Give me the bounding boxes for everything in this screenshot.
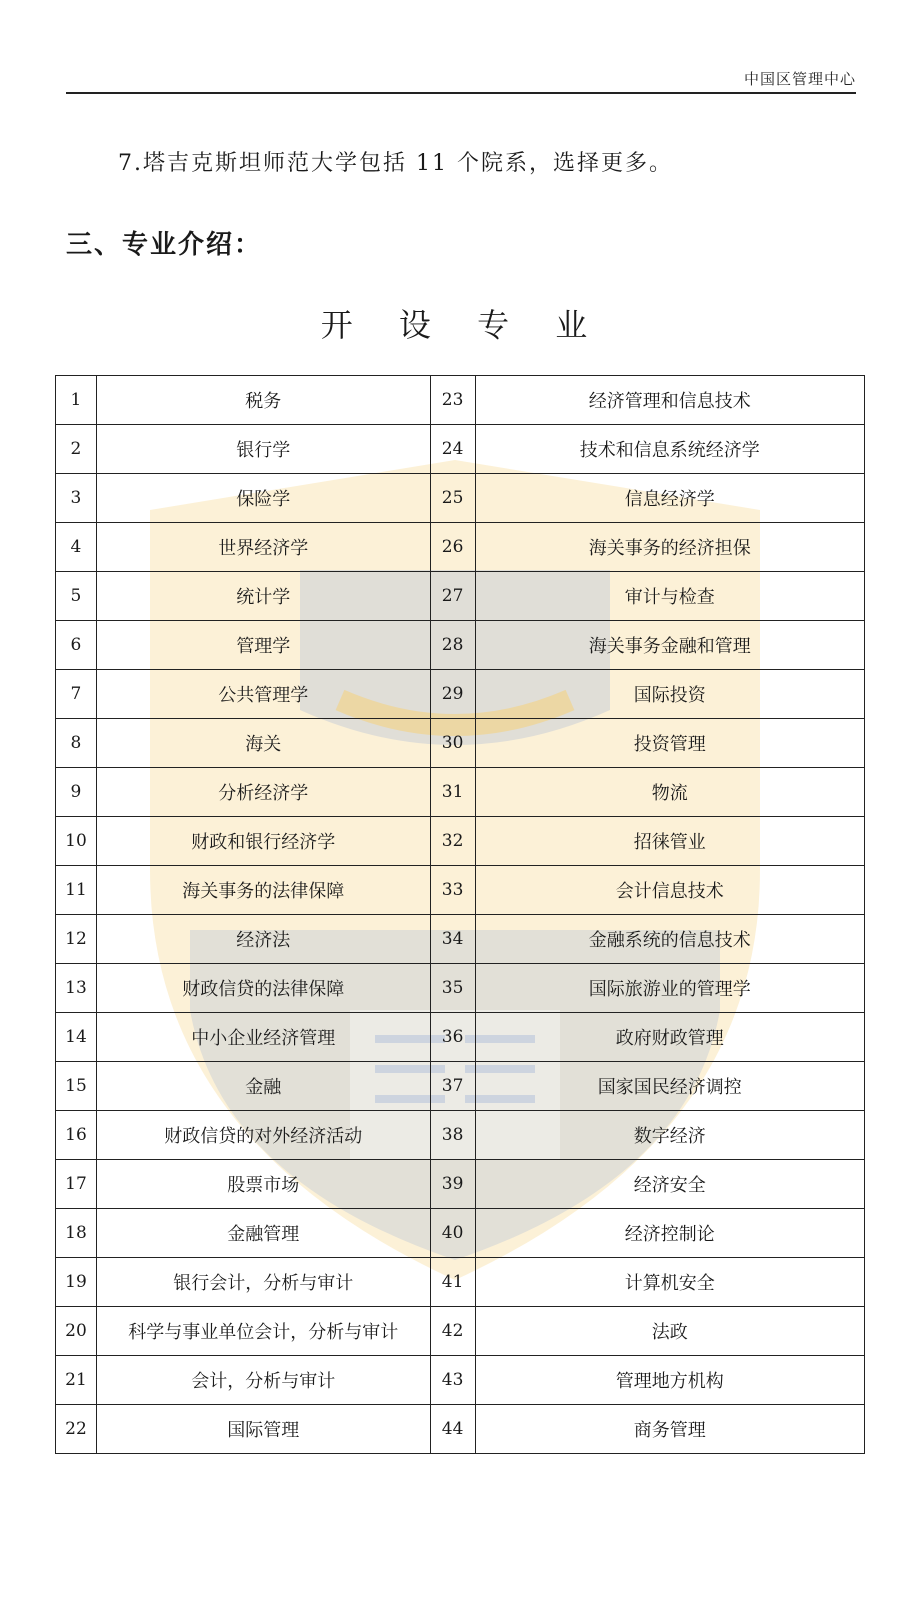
major-number-left: 21 xyxy=(56,1356,97,1405)
major-name-right: 经济控制论 xyxy=(475,1209,864,1258)
table-row xyxy=(56,915,865,964)
table-row xyxy=(56,1356,865,1405)
major-name-right: 政府财政管理 xyxy=(475,1013,864,1062)
major-number-left: 22 xyxy=(56,1405,97,1454)
table-row xyxy=(56,1111,865,1160)
table-row xyxy=(56,1013,865,1062)
major-name-right: 技术和信息系统经济学 xyxy=(475,425,864,474)
table-row xyxy=(56,425,865,474)
major-name-right: 信息经济学 xyxy=(475,474,864,523)
major-name-right: 商务管理 xyxy=(475,1405,864,1454)
table-row xyxy=(56,1405,865,1454)
major-name-left: 股票市场 xyxy=(96,1160,430,1209)
major-name-left: 会计，分析与审计 xyxy=(96,1356,430,1405)
table-row xyxy=(56,1307,865,1356)
major-number-left: 8 xyxy=(56,719,97,768)
major-name-left: 经济法 xyxy=(96,915,430,964)
major-name-right: 物流 xyxy=(475,768,864,817)
major-number-right: 31 xyxy=(430,768,475,817)
major-name-right: 招徕管业 xyxy=(475,817,864,866)
table-row xyxy=(56,964,865,1013)
major-number-right: 43 xyxy=(430,1356,475,1405)
major-number-right: 40 xyxy=(430,1209,475,1258)
major-name-right: 经济管理和信息技术 xyxy=(475,376,864,425)
major-number-left: 12 xyxy=(56,915,97,964)
major-number-right: 34 xyxy=(430,915,475,964)
section-heading: 三、专业介绍： xyxy=(66,230,263,260)
major-number-right: 26 xyxy=(430,523,475,572)
major-name-right: 国际旅游业的管理学 xyxy=(475,964,864,1013)
table-row xyxy=(56,376,865,425)
major-name-right: 审计与检查 xyxy=(475,572,864,621)
majors-table xyxy=(55,375,865,1454)
major-number-left: 11 xyxy=(56,866,97,915)
major-number-left: 1 xyxy=(56,376,97,425)
major-name-left: 税务 xyxy=(96,376,430,425)
major-number-right: 28 xyxy=(430,621,475,670)
table-row xyxy=(56,621,865,670)
major-name-left: 世界经济学 xyxy=(96,523,430,572)
major-name-left: 银行学 xyxy=(96,425,430,474)
table-row xyxy=(56,523,865,572)
major-number-left: 5 xyxy=(56,572,97,621)
major-number-left: 10 xyxy=(56,817,97,866)
major-number-left: 6 xyxy=(56,621,97,670)
major-name-right: 管理地方机构 xyxy=(475,1356,864,1405)
major-name-right: 海关事务的经济担保 xyxy=(475,523,864,572)
table-row xyxy=(56,670,865,719)
major-number-left: 7 xyxy=(56,670,97,719)
header-org-label: 中国区管理中心 xyxy=(743,70,856,88)
major-number-left: 3 xyxy=(56,474,97,523)
major-number-right: 36 xyxy=(430,1013,475,1062)
major-number-left: 19 xyxy=(56,1258,97,1307)
major-name-right: 海关事务金融和管理 xyxy=(475,621,864,670)
major-number-right: 24 xyxy=(430,425,475,474)
major-number-left: 20 xyxy=(56,1307,97,1356)
major-name-left: 分析经济学 xyxy=(96,768,430,817)
major-name-right: 国家国民经济调控 xyxy=(475,1062,864,1111)
major-name-left: 银行会计，分析与审计 xyxy=(96,1258,430,1307)
table-row xyxy=(56,768,865,817)
major-name-right: 国际投资 xyxy=(475,670,864,719)
table-row xyxy=(56,572,865,621)
table-row xyxy=(56,1209,865,1258)
major-number-right: 44 xyxy=(430,1405,475,1454)
major-number-right: 29 xyxy=(430,670,475,719)
major-name-right: 计算机安全 xyxy=(475,1258,864,1307)
major-number-right: 33 xyxy=(430,866,475,915)
table-row xyxy=(56,719,865,768)
major-number-right: 25 xyxy=(430,474,475,523)
major-number-left: 14 xyxy=(56,1013,97,1062)
major-name-left: 金融管理 xyxy=(96,1209,430,1258)
major-number-right: 32 xyxy=(430,817,475,866)
major-name-left: 中小企业经济管理 xyxy=(96,1013,430,1062)
majors-table-body xyxy=(56,376,865,1454)
major-number-right: 23 xyxy=(430,376,475,425)
major-number-left: 13 xyxy=(56,964,97,1013)
table-row xyxy=(56,866,865,915)
table-row xyxy=(56,1160,865,1209)
major-name-right: 会计信息技术 xyxy=(475,866,864,915)
major-number-right: 30 xyxy=(430,719,475,768)
major-number-right: 41 xyxy=(430,1258,475,1307)
major-number-left: 2 xyxy=(56,425,97,474)
major-number-left: 18 xyxy=(56,1209,97,1258)
table-title: 开 设 专 业 xyxy=(320,306,606,344)
major-number-left: 15 xyxy=(56,1062,97,1111)
major-name-left: 财政和银行经济学 xyxy=(96,817,430,866)
major-name-left: 海关事务的法律保障 xyxy=(96,866,430,915)
major-number-left: 16 xyxy=(56,1111,97,1160)
major-name-left: 统计学 xyxy=(96,572,430,621)
major-name-right: 投资管理 xyxy=(475,719,864,768)
major-name-left: 金融 xyxy=(96,1062,430,1111)
major-name-right: 经济安全 xyxy=(475,1160,864,1209)
table-row xyxy=(56,817,865,866)
major-number-right: 35 xyxy=(430,964,475,1013)
major-number-right: 42 xyxy=(430,1307,475,1356)
major-name-left: 国际管理 xyxy=(96,1405,430,1454)
major-name-right: 法政 xyxy=(475,1307,864,1356)
major-number-right: 38 xyxy=(430,1111,475,1160)
major-name-left: 公共管理学 xyxy=(96,670,430,719)
intro-paragraph: 7.塔吉克斯坦师范大学包括 11 个院系，选择更多。 xyxy=(118,151,673,176)
major-number-left: 17 xyxy=(56,1160,97,1209)
table-row xyxy=(56,1062,865,1111)
major-number-left: 9 xyxy=(56,768,97,817)
major-name-left: 管理学 xyxy=(96,621,430,670)
major-name-left: 科学与事业单位会计，分析与审计 xyxy=(96,1307,430,1356)
major-name-left: 财政信贷的法律保障 xyxy=(96,964,430,1013)
table-row xyxy=(56,474,865,523)
major-name-left: 财政信贷的对外经济活动 xyxy=(96,1111,430,1160)
major-name-left: 保险学 xyxy=(96,474,430,523)
major-number-right: 27 xyxy=(430,572,475,621)
major-number-right: 39 xyxy=(430,1160,475,1209)
major-name-right: 金融系统的信息技术 xyxy=(475,915,864,964)
header-divider xyxy=(66,92,856,94)
major-number-right: 37 xyxy=(430,1062,475,1111)
major-name-right: 数字经济 xyxy=(475,1111,864,1160)
table-row xyxy=(56,1258,865,1307)
major-name-left: 海关 xyxy=(96,719,430,768)
major-number-left: 4 xyxy=(56,523,97,572)
